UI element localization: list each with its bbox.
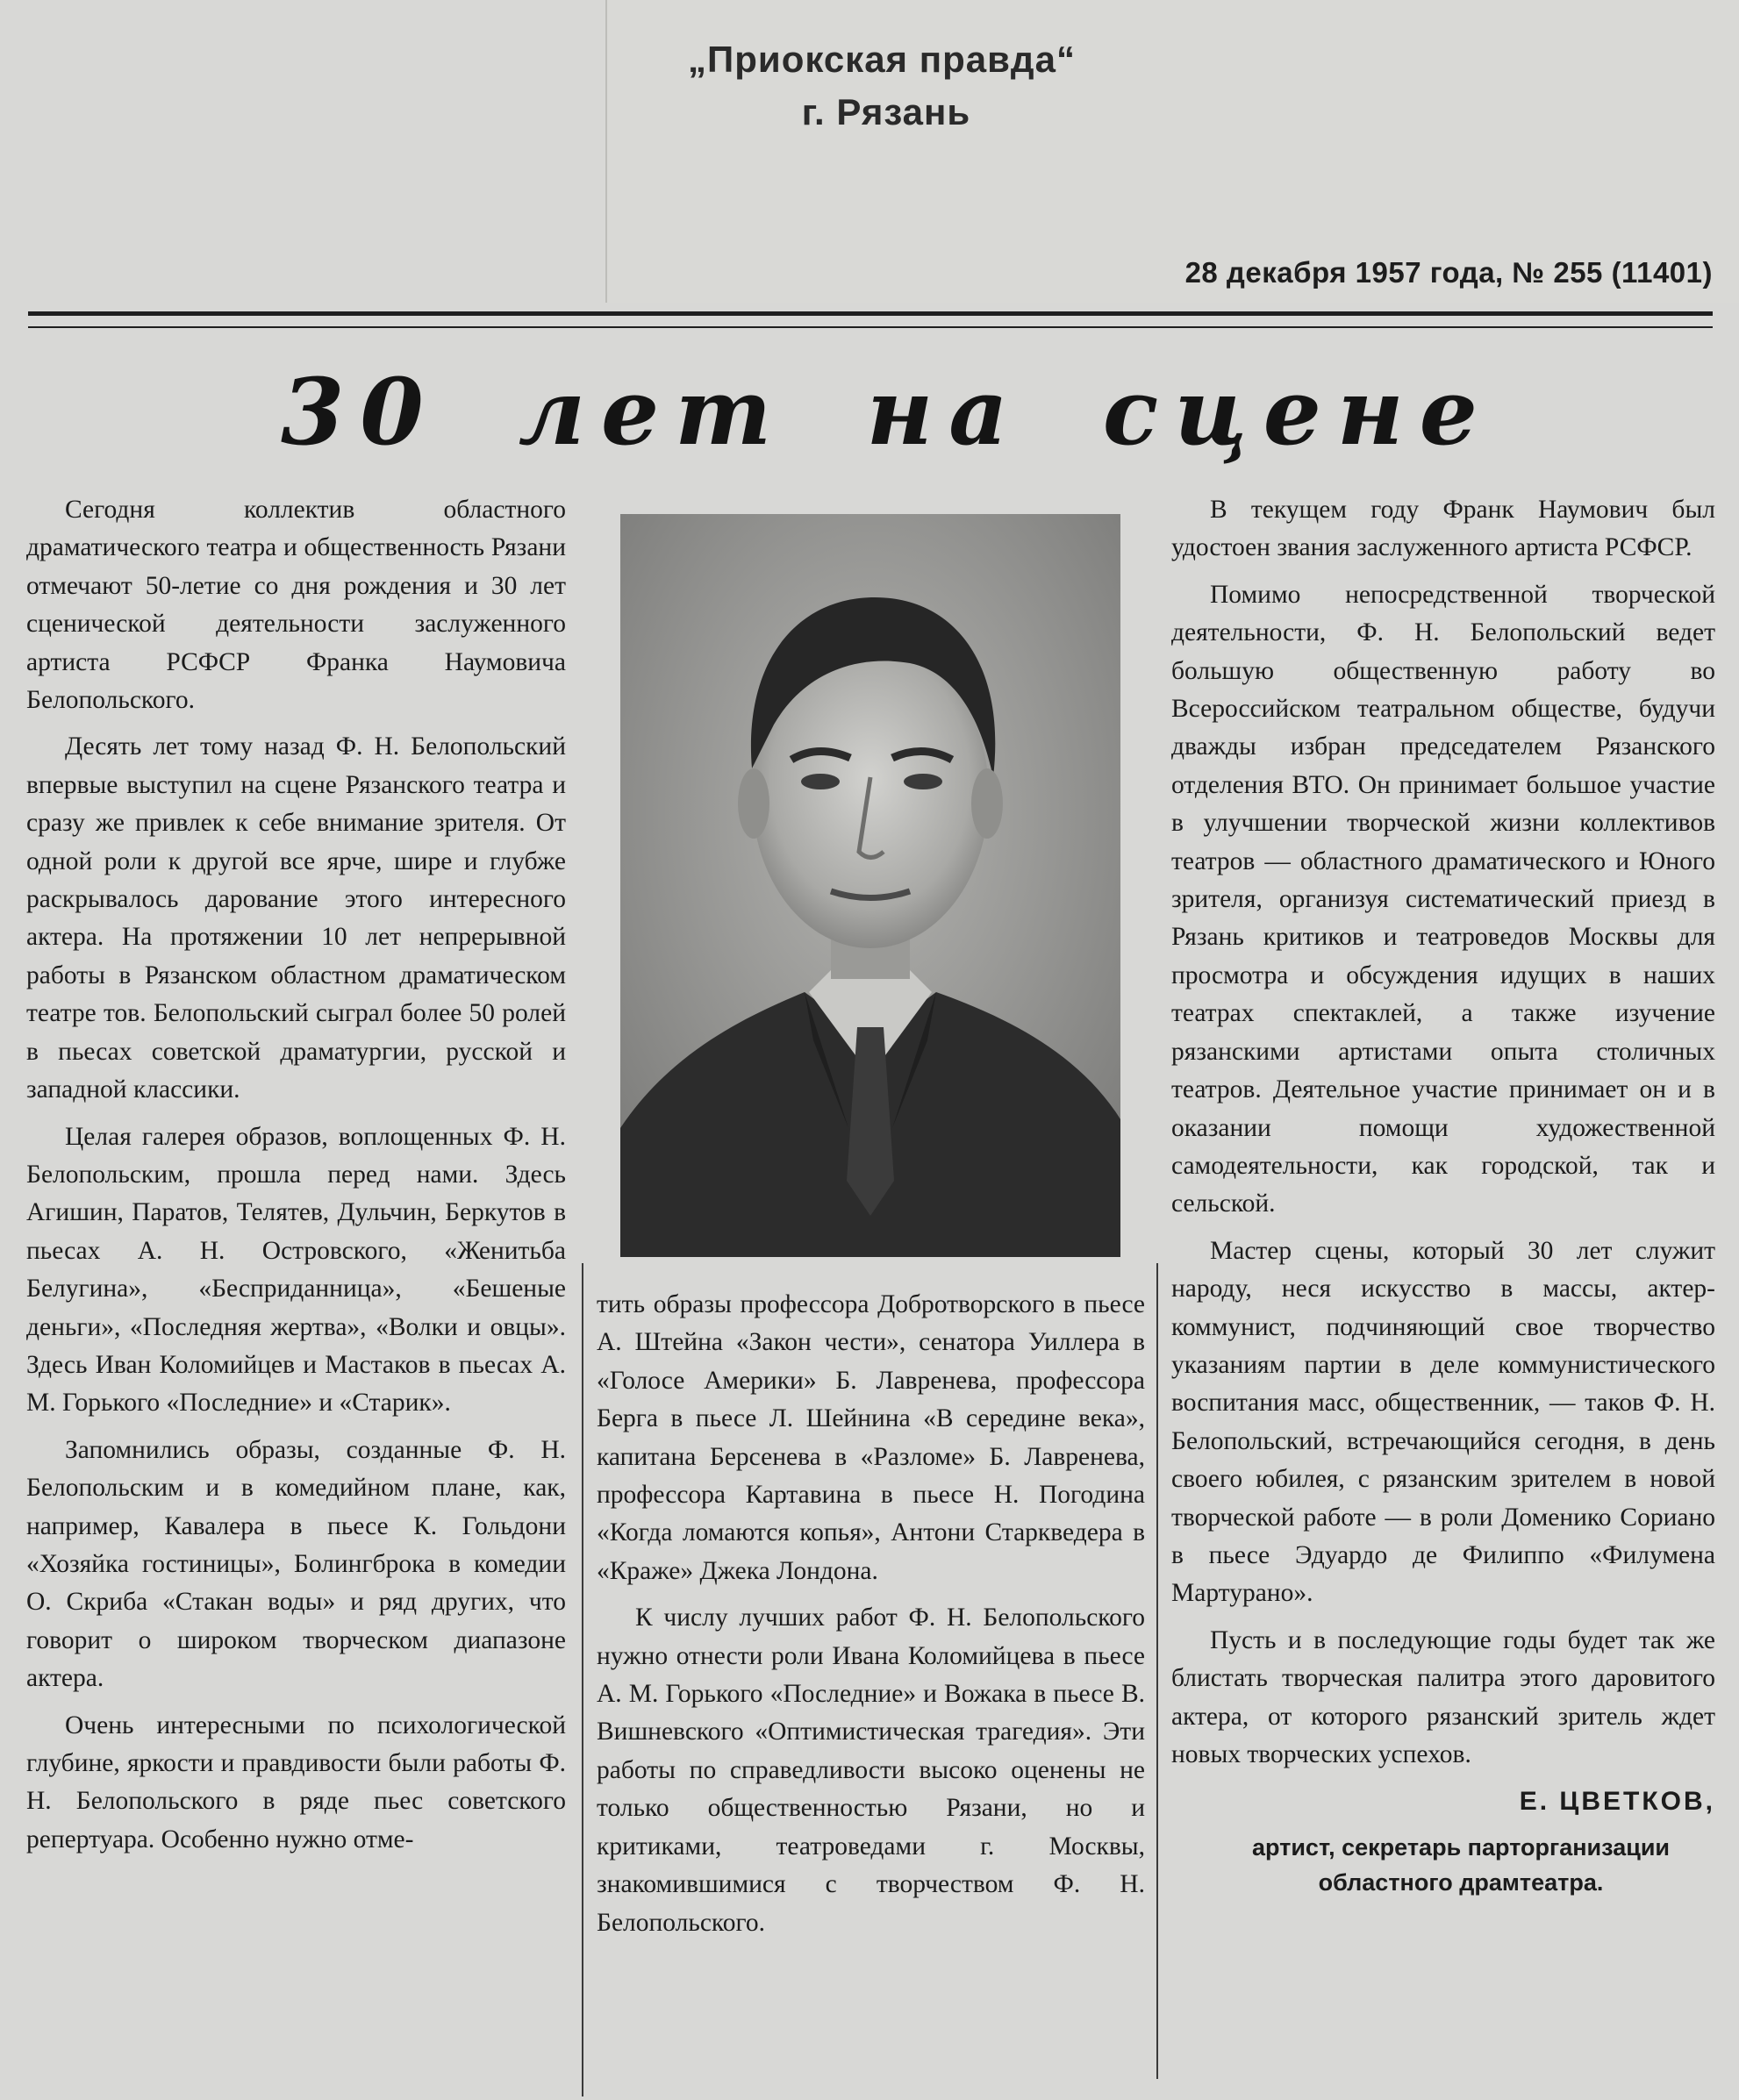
paragraph: Целая галерея образов, воплощенных Ф. Н. Белопольским, прошла перед нами. Здесь Агишин, Паратов, Телятев, Дульчин, Беркутов в пьесах А. Н. Островского, «Женитьба Белугина», «Бесприданница», «Бешеные деньги», «Последняя жертва», «Волки и овцы». Здесь Иван Коломийцев и Мастаков в пьесах А. М. Горького «Последние» и «Старик». <box>26 1122 566 1418</box>
header-rule <box>28 311 1713 328</box>
paragraph: Очень интересными по психологической глубине, яркости и правдивости были работы Ф. Н. Белопольского в ряде пьес советского репертуара. Особенно нужно отме- <box>26 1711 566 1854</box>
author-name: Е. ЦВЕТКОВ, <box>1519 1787 1715 1817</box>
paragraph: К числу лучших работ Ф. Н. Белопольского нужно отнести роли Ивана Коломийцева в пьесе А. М. Горького «Последние» и Вожака в пьесе В. Вишневского «Оптимистическая трагедия». Эти работы по справедливости высоко оценены не только общественностью Рязани, но и критиками, театроведами г. Москвы, знакомившимися с творчеством Ф. Н. Белопольского. <box>597 1604 1145 1937</box>
paragraph: Пусть и в последующие годы будет так же блистать творческая палитра этого даровитого актера, от которого рязанский зритель ждет новых творческих успехов. <box>1171 1625 1715 1768</box>
column-divider-left <box>582 1263 583 2096</box>
paragraph: В текущем году Франк Наумович был удостоен звания заслуженного артиста РСФСР. <box>1171 496 1715 562</box>
paragraph: Запомнились образы, созданные Ф. Н. Белопольским и в комедийном плане, как, например, Кавалера в пьесе К. Гольдони «Хозяйка гостиницы», Болингброка в комедии О. Скриба «Стакан воды» и ряд других, что говорит о широком творческом диапазоне актера. <box>26 1435 566 1693</box>
portrait-image <box>620 514 1120 1257</box>
article-column-right <box>1171 491 1715 2053</box>
author-position: артист, секретарь парторганизации областного драмтеатра. <box>1251 1833 1671 1896</box>
article-headline: 30 лет на сцене <box>281 358 1493 466</box>
newspaper-stamp <box>654 33 1110 139</box>
newspaper-name: „Приокская правда“ <box>688 39 1076 80</box>
issue-dateline: 28 декабря 1957 года, № 255 (11401) <box>1184 256 1713 289</box>
portrait-photo <box>620 514 1120 1257</box>
article-column-left <box>26 491 566 2092</box>
paragraph: Помимо непосредственной творческой деятельности, Ф. Н. Белопольский ведет большую общественную работу во Всероссийском театральном обществе, будучи дважды избран председателем Рязанского отделения ВТО. Он принимает большое участие в улучшении творческой жизни коллективов театров — областного драматического и Юного зрителя, организуя систематический приезд в Рязань критиков и театроведов Москвы для просмотра и обсуждения идущих в наших театрах спектаклей, а также изучение рязанскими артистами опыта столичных театров. Деятельное участие принимает он и в оказании помощи художественной самодеятельности, как городской, так и сельской. <box>1171 580 1715 1218</box>
paragraph: Десять лет тому назад Ф. Н. Белопольский впервые выступил на сцене Рязанского театра и сразу же привлек к себе внимание зрителя. От одной роли к другой все ярче, шире и глубже раскрывалось дарование этого интересного актера. На протяжении 10 лет непрерывной работы в Рязанском областном драматическом театре тов. Белопольский сыграл более 50 ролей в пьесах советской драматургии, русской и западной классики. <box>26 732 566 1104</box>
paragraph: тить образы профессора Добротворского в пьесе А. Штейна «Закон чести», сенатора Уиллера в «Голосе Америки» Б. Лавренева, профессора Берга в пьесе Л. Шейнина «В середине века», капитана Берсенева в «Разломе» Б. Лавренева, профессора Картавина в пьесе Н. Погодина «Когда ломаются копья», Антони Старкведера в «Краже» Джека Лондона. <box>597 1290 1145 1585</box>
newspaper-city: г. Рязань <box>801 91 971 132</box>
article-column-middle <box>597 1286 1145 2075</box>
column-divider-right <box>1156 1263 1158 2079</box>
paragraph: Сегодня коллектив областного драматического театра и общественность Рязани отмечают 50-летие со дня рождения и 30 лет сценической деятельности заслуженного артиста РСФСР Франка Наумовича Белопольского. <box>26 496 566 715</box>
paragraph: Мастер сцены, который 30 лет служит народу, неся искусство в массы, актер-коммунист, подчиняющий свое творчество указаниям партии в деле коммунистического воспитания масс, общественник, — таков Ф. Н. Белопольский, встречающийся сегодня, в день своего юбилея, с рязанским зрителем в новой творческой работе — в роли Доменико Сориано в пьесе Эдуардо де Филиппо «Филумена Мартурано». <box>1171 1236 1715 1608</box>
